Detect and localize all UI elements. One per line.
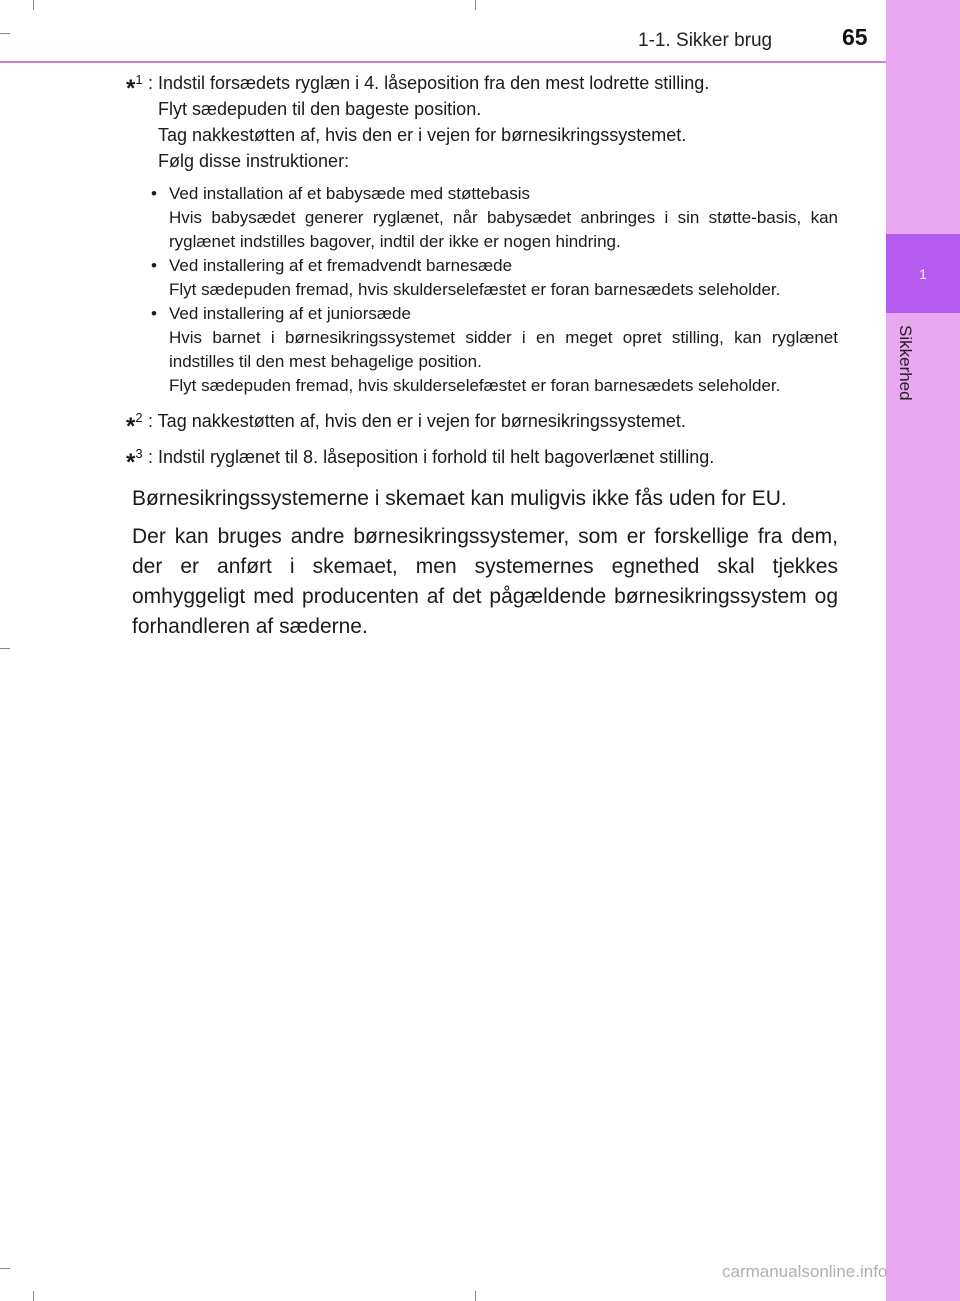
footnote-1 bbox=[126, 70, 838, 174]
list-item-title: Ved installering af et juniorsæde bbox=[169, 304, 411, 323]
footnote-marker: *$^2$ bbox=[126, 410, 143, 440]
list-item bbox=[151, 182, 838, 254]
header-rule bbox=[0, 61, 886, 63]
list-item-text: Hvis babysædet generer ryglænet, når babysædet anbringes i sin støtte-basis, kan ryglænet indstilles bagover, indtil der ikke er nogen hindring. bbox=[169, 208, 838, 251]
footnote-1-line: Tag nakkestøtten af, hvis den er i vejen for børnesikringssystemet. bbox=[158, 125, 687, 145]
crop-mark bbox=[475, 1291, 476, 1301]
footnote-2-text: : Tag nakkestøtten af, hvis den er i vejen for børnesikringssystemet. bbox=[148, 411, 686, 431]
watermark: carmanualsonline.info bbox=[722, 1262, 888, 1281]
chapter-number: 1 bbox=[919, 265, 927, 282]
section-title: 1-1. Sikker brug bbox=[638, 30, 773, 51]
crop-mark bbox=[0, 648, 10, 649]
list-item-text: Flyt sædepuden fremad, hvis skulderselefæstet er foran barnesædets seleholder. bbox=[169, 280, 781, 299]
paragraph: Der kan bruges andre børnesikringssystemer, som er forskellige fra dem, der er anført i skemaet, men systemernes egnethed skal tjekkes omhyggeligt med producenten af det pågældende børnesikringssystem og forhandleren af sæderne. bbox=[132, 525, 838, 638]
list-item bbox=[151, 254, 838, 302]
list-item-text: Hvis barnet i børnesikringssystemet sidder i en meget opret stilling, kan ryglænet indstilles til den mest behagelige position. bbox=[169, 328, 838, 371]
list-item-title: Ved installation af et babysæde med støttebasis bbox=[169, 184, 530, 203]
crop-mark bbox=[33, 0, 34, 10]
footnote-1-line: Følg disse instruktioner: bbox=[158, 151, 350, 171]
chapter-tab[interactable] bbox=[886, 234, 960, 313]
footnote-1-line: Flyt sædepuden til den bageste position. bbox=[158, 99, 482, 119]
footnote-3-text: : Indstil ryglænet til 8. låseposition i forhold til helt bagoverlænet stilling. bbox=[148, 447, 715, 467]
page-content bbox=[126, 70, 838, 642]
footnote-1-line: : Indstil forsædets ryglæn i 4. låseposition fra den mest lodrette stilling. bbox=[148, 73, 710, 93]
footnote-2 bbox=[126, 408, 838, 440]
page-number: 65 bbox=[842, 24, 868, 50]
crop-mark bbox=[0, 1268, 10, 1269]
list-item-text: Flyt sædepuden fremad, hvis skulderselefæstet er foran barnesædets seleholder. bbox=[169, 376, 781, 395]
crop-mark bbox=[475, 0, 476, 10]
paragraph: Børnesikringssystemerne i skemaet kan muligvis ikke fås uden for EU. bbox=[132, 487, 787, 510]
crop-mark bbox=[0, 33, 10, 34]
footnote-marker: *$^3$ bbox=[126, 446, 143, 476]
list-item-title: Ved installering af et fremadvendt barnesæde bbox=[169, 256, 513, 275]
footnote-3 bbox=[126, 444, 838, 476]
chapter-label: Sikkerhed bbox=[896, 325, 915, 401]
bullet-dot: • bbox=[151, 304, 157, 323]
chapter-sidebar bbox=[886, 0, 960, 1301]
crop-mark bbox=[33, 1291, 34, 1301]
bullet-dot: • bbox=[151, 256, 157, 275]
instruction-list bbox=[126, 182, 838, 398]
list-item bbox=[151, 302, 838, 398]
bullet-dot: • bbox=[151, 184, 157, 203]
footnote-marker: *$^1$ bbox=[126, 72, 143, 102]
